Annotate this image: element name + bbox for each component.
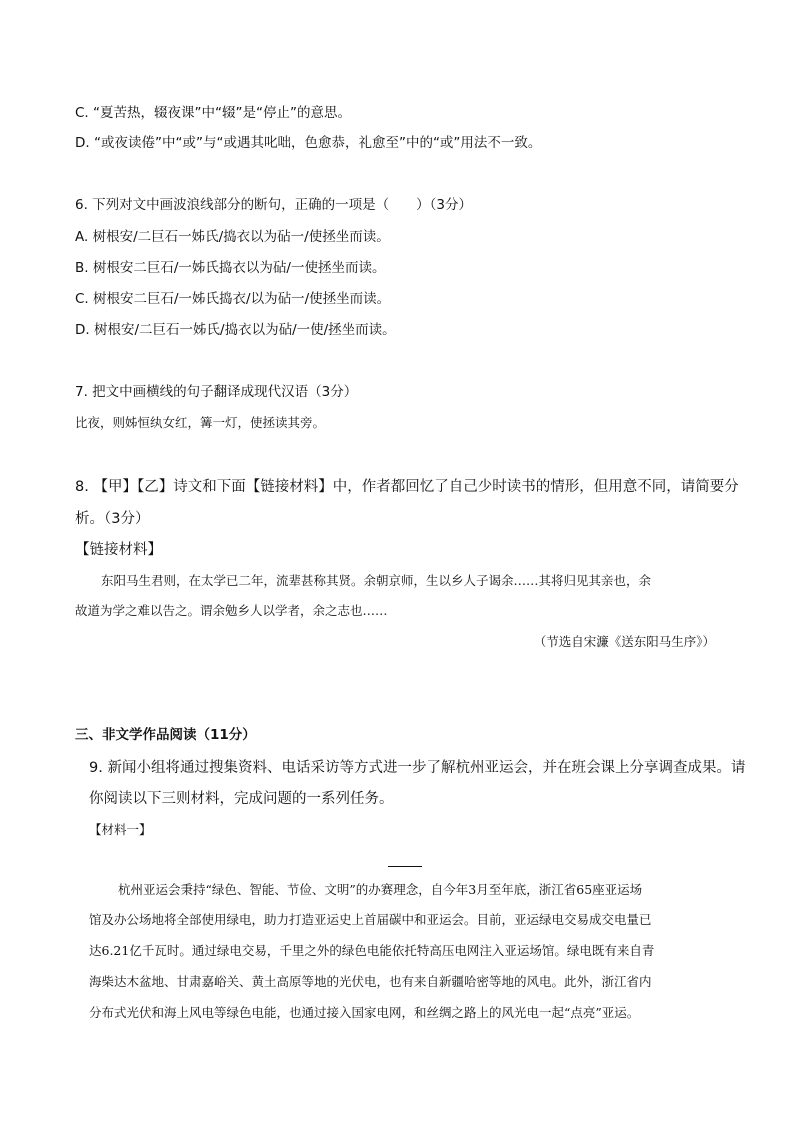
q9-material-label: 【材料一】	[89, 822, 152, 837]
q7-stem: 7. 把文中画横线的句子翻译成现代汉语（3分）	[75, 384, 358, 400]
q9-paragraph-line1: 杭州亚运会秉持“绿色、智能、节俭、文明”的办赛理念，自今年3月至年底，浙江省65座亚运场	[118, 882, 643, 897]
q6-option-c: C. 树根安二巨石/一姊氏捣衣/以为砧一/使拯坐而读。	[75, 291, 391, 307]
q5-option-d: D. “或夜读倦”中“或”与“或遇其叱咄，色愈恭，礼愈至”中的“或”用法不一致。	[75, 135, 542, 151]
q6-stem: 6. 下列对文中画波浪线部分的断句，正确的一项是（ ）（3分）	[75, 197, 473, 213]
q7-sentence: 比夜，则姊恒纨女红，篝一灯，使拯读其旁。	[75, 415, 326, 430]
q6-option-a: A. 树根安/二巨石一姊氏/捣衣以为砧一/使拯坐而读。	[75, 229, 390, 245]
q8-material-line2: 故道为学之难以告之。谓余勉乡人以学者，余之志也……	[75, 603, 388, 618]
section-3-heading: 三、非文学作品阅读（11分）	[75, 727, 256, 743]
q8-material-title: 【链接材料】	[75, 542, 162, 558]
title-blank-line	[388, 866, 422, 867]
q8-stem-line1: 8. 【甲】【乙】诗文和下面【链接材料】中，作者都回忆了自己少时读书的情形，但用意不同，请简要分	[75, 479, 739, 495]
q8-source: （节选自宋濂《送东阳马生序》）	[533, 634, 715, 649]
q5-option-c: C. “夏苦热，辍夜课”中“辍”是“停止”的意思。	[75, 105, 351, 121]
q9-paragraph-line5: 分布式光伏和海上风电等绿色电能，也通过接入国家电网，和丝绸之路上的风光电一起“点亮”亚运。	[89, 1005, 640, 1020]
q6-option-d: D. 树根安/二巨石一姊氏/捣衣以为砧/一使/拯坐而读。	[75, 322, 396, 338]
q9-stem-line1: 9. 新闻小组将通过搜集资料、电话采访等方式进一步了解杭州亚运会，并在班会课上分享调查成果。请	[89, 760, 746, 776]
q8-stem-line2: 析。（3分）	[75, 511, 150, 527]
q9-paragraph-line4: 海柴达木盆地、甘肃嘉峪关、黄土高原等地的光伏电，也有来自新疆哈密等地的风电。此外，浙江省内	[89, 974, 652, 989]
q9-paragraph-line3: 达6.21亿千瓦时。通过绿电交易，千里之外的绿色电能依托特高压电网注入亚运场馆。绿电既有来自青	[89, 943, 655, 958]
q6-option-b: B. 树根安二巨石/一姊氏捣衣以为砧/一使拯坐而读。	[75, 260, 386, 276]
q9-stem-line2: 你阅读以下三则材料，完成问题的一系列任务。	[89, 791, 394, 807]
q8-material-line1: 东阳马生君则，在太学已二年，流辈甚称其贤。余朝京师，生以乡人子谒余……其将归见其亲也，余	[101, 573, 652, 588]
q9-paragraph-line2: 馆及办公场地将全部使用绿电，助力打造亚运史上首届碳中和亚运会。目前，亚运绿电交易成交电量已	[89, 912, 652, 927]
